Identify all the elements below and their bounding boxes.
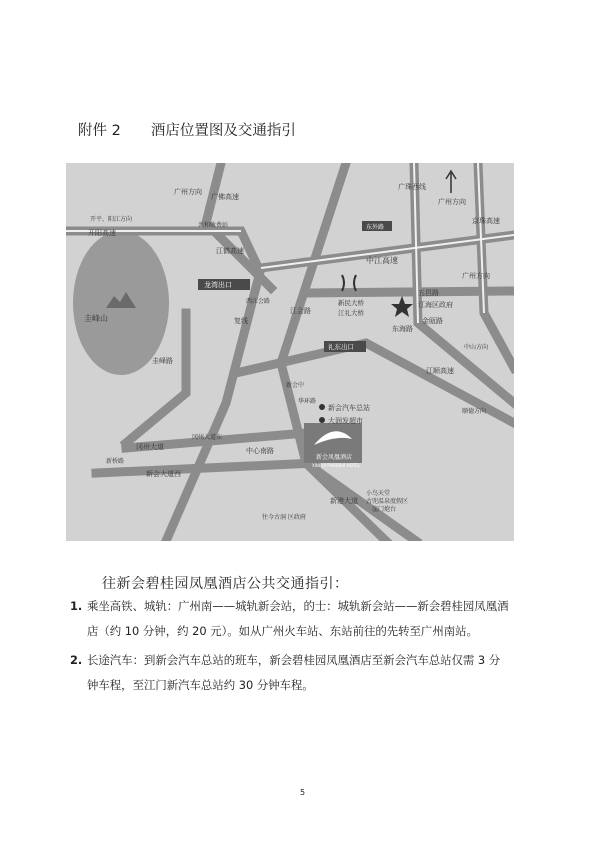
step-1-number: 1. [70, 599, 83, 613]
label-dongyang-road: 东海路 [392, 325, 413, 333]
label-jiangli-bridge: 江礼大桥 [338, 309, 364, 317]
label-jianghui-road: 江会路 [290, 307, 311, 315]
label-xinhui-road-west: 西江会路 [246, 298, 271, 305]
label-dongyun-road: 东外路 [366, 224, 385, 231]
heading-title: 酒店位置图及交通指引 [150, 123, 296, 139]
label-wuyi-road: 五邑路 [418, 289, 439, 297]
label-huaxin-road: 华环路 [298, 398, 317, 405]
label-xiaoniao: 小鸟天堂 [366, 490, 391, 497]
label-lidong-exit: 礼东出口 [328, 343, 354, 351]
label-shunde-direction: 顺德方向 [462, 408, 487, 415]
label-xingang-road: 新港大道 [330, 497, 358, 505]
step-2-number: 2. [70, 653, 83, 667]
supermarket-dot [319, 417, 325, 423]
label-guifeng-mountain: 圭峰山 [84, 314, 108, 323]
label-xinqiao-road: 新桥路 [106, 458, 125, 465]
label-xinmin-bridge: 新民大桥 [338, 299, 364, 307]
label-kaiyang-expressway: 开阳高速 [88, 229, 116, 237]
label-jiangshun-expressway: 江顺高速 [426, 367, 454, 375]
label-kaiping-direction: 开平、阳江方向 [90, 216, 133, 223]
page-heading [78, 119, 296, 140]
label-zhujin: 往今古洞 区政府 [262, 514, 306, 521]
label-central-road: 中心南路 [246, 447, 274, 455]
label-xinhui-dadao-west: 新会大道西 [146, 470, 181, 478]
label-jinou-road: 金瓯路 [422, 317, 443, 325]
step-1-lead: 乘坐高铁、城轨： [87, 599, 179, 613]
step-2-lead: 长途汽车： [87, 653, 144, 667]
label-jingzhu-expressway: 京珠高速 [472, 217, 500, 225]
step-2-line2: 钟车程，至江门新汽车总站约 30 分钟车程。 [87, 678, 314, 692]
bus-station-dot [319, 404, 325, 410]
guide-title: 往新会碧桂园凤凰酒店公共交通指引： [102, 576, 349, 592]
guide-step-1 [70, 594, 540, 644]
label-gangzhou-east: 冈州大道东 [192, 434, 223, 441]
label-xinhui-road-middle: 新会中 [286, 382, 305, 389]
label-hotel-name: 新会凤凰酒店 [316, 454, 353, 461]
label-zhongshan-direction: 中山方向 [464, 344, 489, 351]
label-guangzhou-direction-mid: 广州方向 [462, 272, 490, 280]
label-jianghai-government: 江海区政府 [418, 301, 453, 309]
step-1-line2: 店（约 10 分钟，约 20 元）。如从广州火车站、东站前往的先转至广州南站。 [87, 624, 478, 638]
label-guangzhu-west: 广珠西线 [398, 183, 426, 191]
label-guangzhou-direction-top: 广州方向 [174, 188, 202, 196]
label-hotel-name-en: XINHUI PHOENIX HOTEL [312, 463, 360, 468]
label-guangfo-expressway: 广佛高速 [211, 193, 239, 201]
label-supermarket: 大润发超市 [328, 417, 363, 425]
label-zhongjiang-expressway: 中江高速 [366, 256, 398, 265]
label-yamen-fortress: 崖门炮台 [372, 506, 397, 513]
guide-step-2 [70, 648, 540, 698]
label-guangzhou-direction-right: 广州方向 [438, 198, 466, 206]
label-bus-station: 新会汽车总站 [328, 404, 370, 412]
label-longwan-exit: 龙湾出口 [204, 281, 232, 289]
label-fu-line: 复线 [234, 317, 248, 325]
step-1-line1: 广州南——城轨新会站，的士：城轨新会站——新会碧桂园凤凰酒 [178, 599, 509, 613]
step-2-line1: 到新会汽车总站的班车，新会碧桂园凤凰酒店至新会汽车总站仅需 3 分 [143, 653, 501, 667]
hotel-location-map [66, 163, 514, 541]
label-guifeng-road: 圭峰路 [152, 357, 173, 365]
label-guyin-resort: 古兜温泉度假区 [366, 498, 409, 505]
label-jianghe-expressway: 江鹤高速 [216, 247, 244, 255]
page-number: 5 [299, 788, 306, 797]
label-gongheshou: 共和收费站 [198, 222, 229, 229]
attachment-label: 附件 2 [78, 123, 121, 139]
map-svg [66, 163, 514, 541]
label-gangzhou-road: 冈州大道 [136, 443, 164, 451]
